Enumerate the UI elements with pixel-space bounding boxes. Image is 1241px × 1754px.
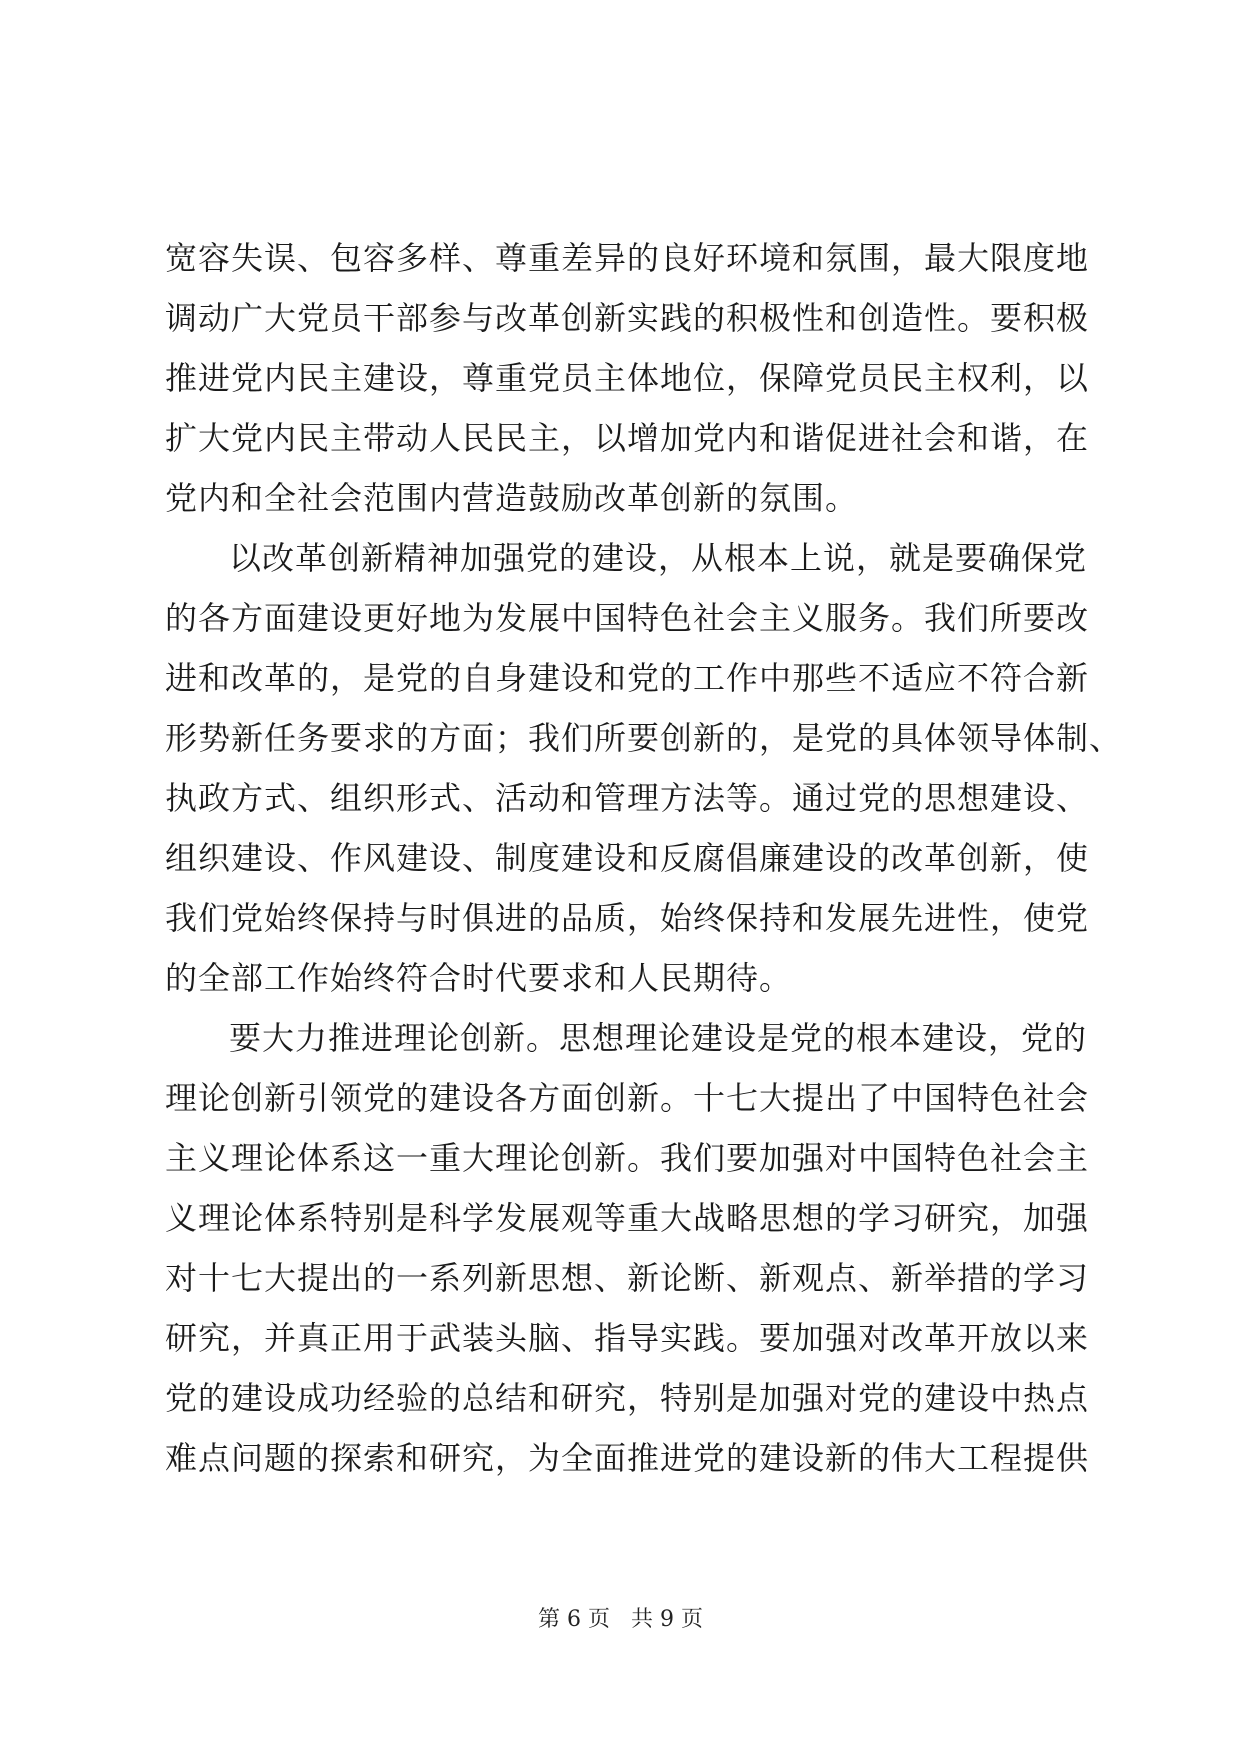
text-line: 党的建设成功经验的总结和研究，特别是加强对党的建设中热点 bbox=[165, 1379, 1090, 1417]
text-line: 的各方面建设更好地为发展中国特色社会主义服务。我们所要改 bbox=[165, 599, 1090, 637]
text-line: 难点问题的探索和研究，为全面推进党的建设新的伟大工程提供 bbox=[165, 1439, 1090, 1477]
text-line: 执政方式、组织形式、活动和管理方法等。通过党的思想建设、 bbox=[165, 779, 1090, 817]
text-line: 主义理论体系这一重大理论创新。我们要加强对中国特色社会主 bbox=[165, 1139, 1090, 1177]
text-line: 扩大党内民主带动人民民主，以增加党内和谐促进社会和谐，在 bbox=[165, 419, 1090, 457]
text-line: 研究，并真正用于武装头脑、指导实践。要加强对改革开放以来 bbox=[165, 1319, 1090, 1357]
page-total: 共 9 页 bbox=[631, 1607, 703, 1632]
text-line: 调动广大党员干部参与改革创新实践的积极性和创造性。要积极 bbox=[165, 299, 1090, 337]
paragraph-start-line: 要大力推进理论创新。思想理论建设是党的根本建设，党的 bbox=[229, 1019, 1088, 1057]
text-line: 我们党始终保持与时俱进的品质，始终保持和发展先进性，使党 bbox=[165, 899, 1090, 937]
text-line: 组织建设、作风建设、制度建设和反腐倡廉建设的改革创新，使 bbox=[165, 839, 1090, 877]
page-footer bbox=[0, 1605, 1241, 1635]
text-line: 的全部工作始终符合时代要求和人民期待。 bbox=[165, 959, 793, 997]
text-line: 形势新任务要求的方面；我们所要创新的，是党的具体领导体制、 bbox=[165, 719, 1123, 757]
page-number: 第 6 页 bbox=[538, 1607, 610, 1632]
paragraph-start-line: 以改革创新精神加强党的建设，从根本上说，就是要确保党 bbox=[229, 539, 1088, 577]
text-line: 推进党内民主建设，尊重党员主体地位，保障党员民主权利，以 bbox=[165, 359, 1090, 397]
text-line: 理论创新引领党的建设各方面创新。十七大提出了中国特色社会 bbox=[165, 1079, 1090, 1117]
text-line: 党内和全社会范围内营造鼓励改革创新的氛围。 bbox=[165, 479, 859, 517]
text-line: 进和改革的，是党的自身建设和党的工作中那些不适应不符合新 bbox=[165, 659, 1090, 697]
body-text bbox=[165, 228, 1123, 1488]
text-line: 义理论体系特别是科学发展观等重大战略思想的学习研究，加强 bbox=[165, 1199, 1090, 1237]
text-line: 对十七大提出的一系列新思想、新论断、新观点、新举措的学习 bbox=[165, 1259, 1090, 1297]
text-line: 宽容失误、包容多样、尊重差异的良好环境和氛围，最大限度地 bbox=[165, 239, 1090, 277]
